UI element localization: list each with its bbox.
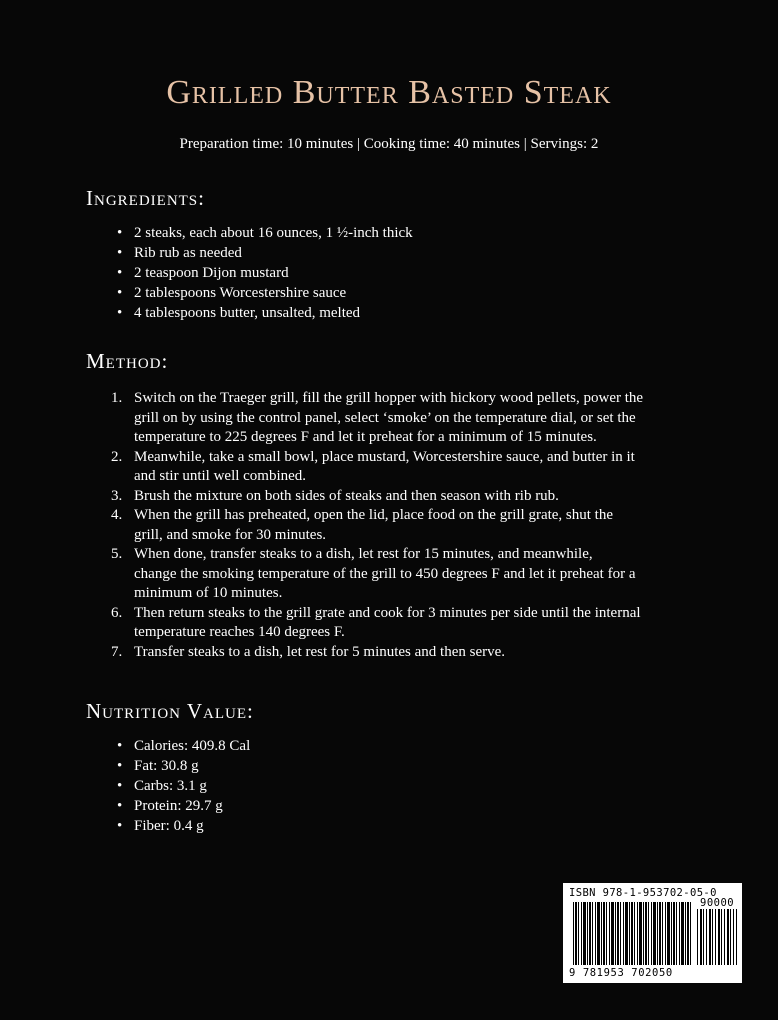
list-item: • Calories: 409.8 Cal bbox=[86, 736, 250, 756]
ean-text: 9 781953 702050 bbox=[569, 967, 673, 979]
list-item: • Fat: 30.8 g bbox=[86, 756, 250, 776]
list-item: • 2 steaks, each about 16 ounces, 1 ½-inch thick bbox=[86, 223, 413, 243]
step-line: minimum of 10 minutes. bbox=[134, 585, 283, 601]
barcode-addon-bars bbox=[697, 909, 737, 965]
method-step bbox=[86, 448, 686, 487]
nutrition-list bbox=[86, 736, 250, 836]
method-steps bbox=[86, 389, 686, 662]
step-line: and stir until well combined. bbox=[134, 468, 307, 484]
list-item: • 4 tablespoons butter, unsalted, melted bbox=[86, 303, 413, 323]
step-line: grill, and smoke for 30 minutes. bbox=[134, 526, 327, 543]
isbn-barcode bbox=[563, 883, 742, 983]
list-item: • Fiber: 0.4 g bbox=[86, 816, 250, 836]
ingredients-heading: Ingredients: bbox=[86, 186, 205, 210]
list-item: • Rib rub as needed bbox=[86, 243, 413, 263]
recipe-title: Grilled Butter Basted Steak bbox=[166, 74, 612, 111]
step-line: When done, transfer steaks to a dish, let rest for 15 minutes, and meanwhile, bbox=[134, 546, 593, 562]
list-item: • Protein: 29.7 g bbox=[86, 796, 250, 816]
step-number: 7. bbox=[111, 643, 123, 660]
method-step bbox=[86, 487, 686, 507]
method-step bbox=[86, 389, 686, 448]
step-number: 1. bbox=[111, 390, 123, 406]
list-item: • Carbs: 3.1 g bbox=[86, 776, 250, 796]
step-number: 6. bbox=[111, 604, 123, 621]
step-line: Meanwhile, take a small bowl, place mustard, Worcestershire sauce, and butter in it bbox=[134, 448, 635, 465]
step-number: 3. bbox=[111, 487, 123, 504]
step-line: change the smoking temperature of the grill to 450 degrees F and let it preheat for a bbox=[134, 565, 636, 582]
method-heading: Method: bbox=[86, 349, 169, 373]
step-line: Then return steaks to the grill grate and cook for 3 minutes per side until the internal bbox=[134, 604, 641, 621]
method-step bbox=[86, 604, 686, 643]
isbn-text: ISBN 978-1-953702-05-0 bbox=[569, 887, 717, 899]
step-number: 4. bbox=[111, 507, 123, 523]
method-step bbox=[86, 643, 686, 663]
step-line: Brush the mixture on both sides of steaks and then season with rib rub. bbox=[134, 487, 559, 504]
step-line: temperature to 225 degrees F and let it preheat for a minimum of 15 minutes. bbox=[134, 429, 597, 445]
ingredients-list bbox=[86, 223, 413, 323]
barcode-addon-text: 90000 bbox=[700, 897, 735, 909]
step-line: Transfer steaks to a dish, let rest for 5 minutes and then serve. bbox=[134, 643, 506, 660]
method-step bbox=[86, 545, 686, 604]
list-item: • 2 teaspoon Dijon mustard bbox=[86, 263, 413, 283]
step-line: When the grill has preheated, open the lid, place food on the grill grate, shut the bbox=[134, 507, 614, 523]
step-number: 2. bbox=[111, 448, 123, 465]
barcode-bars bbox=[573, 902, 691, 965]
step-number: 5. bbox=[111, 546, 123, 562]
step-line: temperature reaches 140 degrees F. bbox=[134, 624, 345, 640]
method-step bbox=[86, 506, 686, 545]
nutrition-heading: Nutrition Value: bbox=[86, 699, 254, 723]
list-item: • 2 tablespoons Worcestershire sauce bbox=[86, 283, 413, 303]
step-line: Switch on the Traeger grill, fill the grill hopper with hickory wood pellets, power the bbox=[134, 390, 644, 406]
step-line: grill on by using the control panel, select ‘smoke’ on the temperature dial, or set the bbox=[134, 409, 636, 426]
recipe-meta: Preparation time: 10 minutes | Cooking time: 40 minutes | Servings: 2 bbox=[179, 136, 599, 152]
